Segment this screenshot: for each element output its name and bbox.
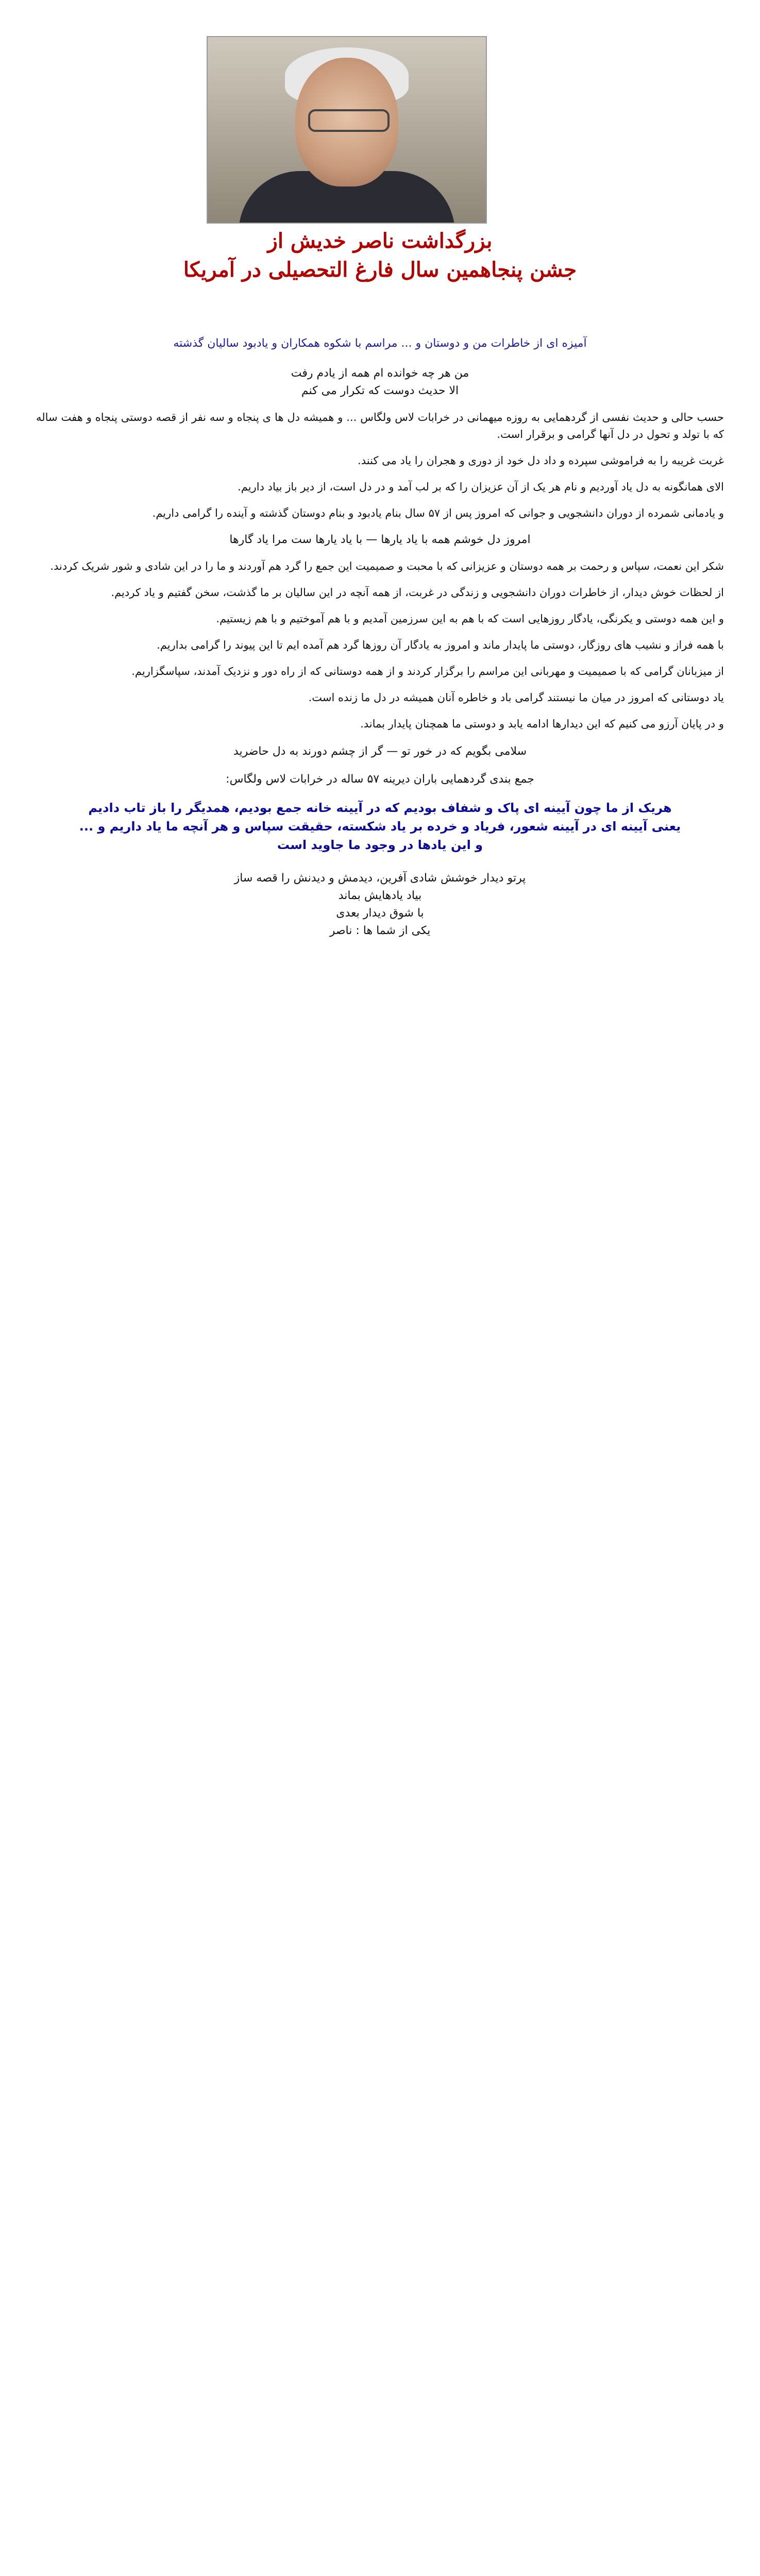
signature-name: یکی از شما ها : ناصر <box>329 924 431 937</box>
verse-line: الا حدیث دوست که تکرار می کنم <box>301 384 459 397</box>
title-line-2: جشن پنجاهمین سال فارغ التحصیلی در آمریکا <box>183 258 577 282</box>
verse: امروز دل خوشم همه با یاد یارها — با یاد یارها ست مرا یاد گارها <box>229 533 531 546</box>
closing-verse: سلامی بگویم که در خور تو — گر از چشم دورند به دل حاضرید <box>233 745 527 758</box>
body-text <box>36 409 724 733</box>
paragraph: از لحظات خوش دیدار، از خاطرات دوران دانشجویی و زندگی در غربت، از همه آنچه در این سالیان بر ما گذشت، سخن گفتیم و یاد کردیم. <box>111 586 724 599</box>
portrait-glasses <box>308 109 390 132</box>
highlight-line: و این یادها در وجود ما جاوید است <box>277 838 483 852</box>
paragraph: با همه فراز و نشیب های روزگار، دوستی ما پایدار ماند و امروز به یادگار آن روزها گرد هم آمده ایم تا این پیوند را گرامی بداریم. <box>157 639 724 651</box>
closing-summary: جمع بندی گردهمایی باران دیرینه ۵۷ ساله در خرابات لاس ولگاس: <box>226 773 534 786</box>
page-title <box>36 227 724 284</box>
signature-line: پرتو دیدار خوشش شادی آفرین، دیدمش و دیدنش را قصه ساز <box>234 872 526 885</box>
intro-line: آمیزه ای از خاطرات من و دوستان و ... مراسم با شکوه همکاران و یادبود سالیان گذشته <box>173 337 587 350</box>
paragraph: شکر این نعمت، سپاس و رحمت بر همه دوستان و عزیزانی که با محبت و صمیمیت این جمع را گرد هم آوردند و ما را در این شادی و شور شریک کردند. <box>50 560 724 572</box>
highlight-line: هریک از ما چون آیینه ای پاک و شفاف بودیم که در آیینه خانه جمع بودیم، همدیگر را باز تاب دادیم <box>88 801 672 815</box>
paragraph: حسب حالی و حدیث نفسی از گردهمایی به روزه میهمانی در خرابات لاس ولگاس ... و همیشه دل ها ی پنجاه و سه نفر از قصه دوستی پنجاه و هفت ساله که با تولد و تحول در دل آنها گرامی و برقرار است. <box>36 411 724 440</box>
verse-line: من هر چه خوانده ام همه از یادم رفت <box>291 367 469 380</box>
opening-verse <box>36 365 724 400</box>
paragraph: از میزبانان گرامی که با صمیمیت و مهربانی این مراسم را برگزار کردند و از همه دوستانی که از راه دور و نزدیک آمدند، سپاسگزاریم. <box>131 665 724 677</box>
signature-line: با شوق دیدار بعدی <box>336 907 424 920</box>
signature-line: بیاد یادهایش بماند <box>338 889 422 902</box>
paragraph: یاد دوستانی که امروز در میان ما نیستند گرامی باد و خاطره آنان همیشه در دل ما زنده است. <box>308 691 724 704</box>
intro <box>36 335 724 352</box>
paragraph: و این همه دوستی و یکرنگی، یادگار روزهایی است که با هم به این سرزمین آمدیم و با هم آموختیم و با هم زیستیم. <box>216 613 724 625</box>
closing-highlight <box>36 799 724 854</box>
paragraph: الای همانگونه به دل یاد آوردیم و نام هر یک از آن عزیزان را که بر لب آمد و در دل است، از دیر باز بیاد داریم. <box>238 481 724 493</box>
paragraph: و یادمانی شمرده از دوران دانشجویی و جوانی که امروز پس از ۵۷ سال بنام یادبود و بنام دوستان گذشته و آینده را گرامی داریم. <box>152 507 724 519</box>
signature-block <box>36 870 724 940</box>
title-line-1: بزرگداشت ناصر خدیش از <box>267 229 493 253</box>
header <box>36 21 724 330</box>
highlight-line: یعنی آیینه ای در آیینه شعور، فریاد و خرده بر یاد شکسته، حقیقت سپاس و هر آنچه ما یاد داریم و ... <box>79 819 681 834</box>
paragraph: و در پایان آرزو می کنیم که این دیدارها ادامه یابد و دوستی ما همچنان پایدار بماند. <box>360 718 724 730</box>
paragraph: غربت غریبه را به فراموشی سپرده و داد دل خود از دوری و هجران را یاد می کنند. <box>358 454 724 467</box>
portrait-photo <box>207 36 487 224</box>
